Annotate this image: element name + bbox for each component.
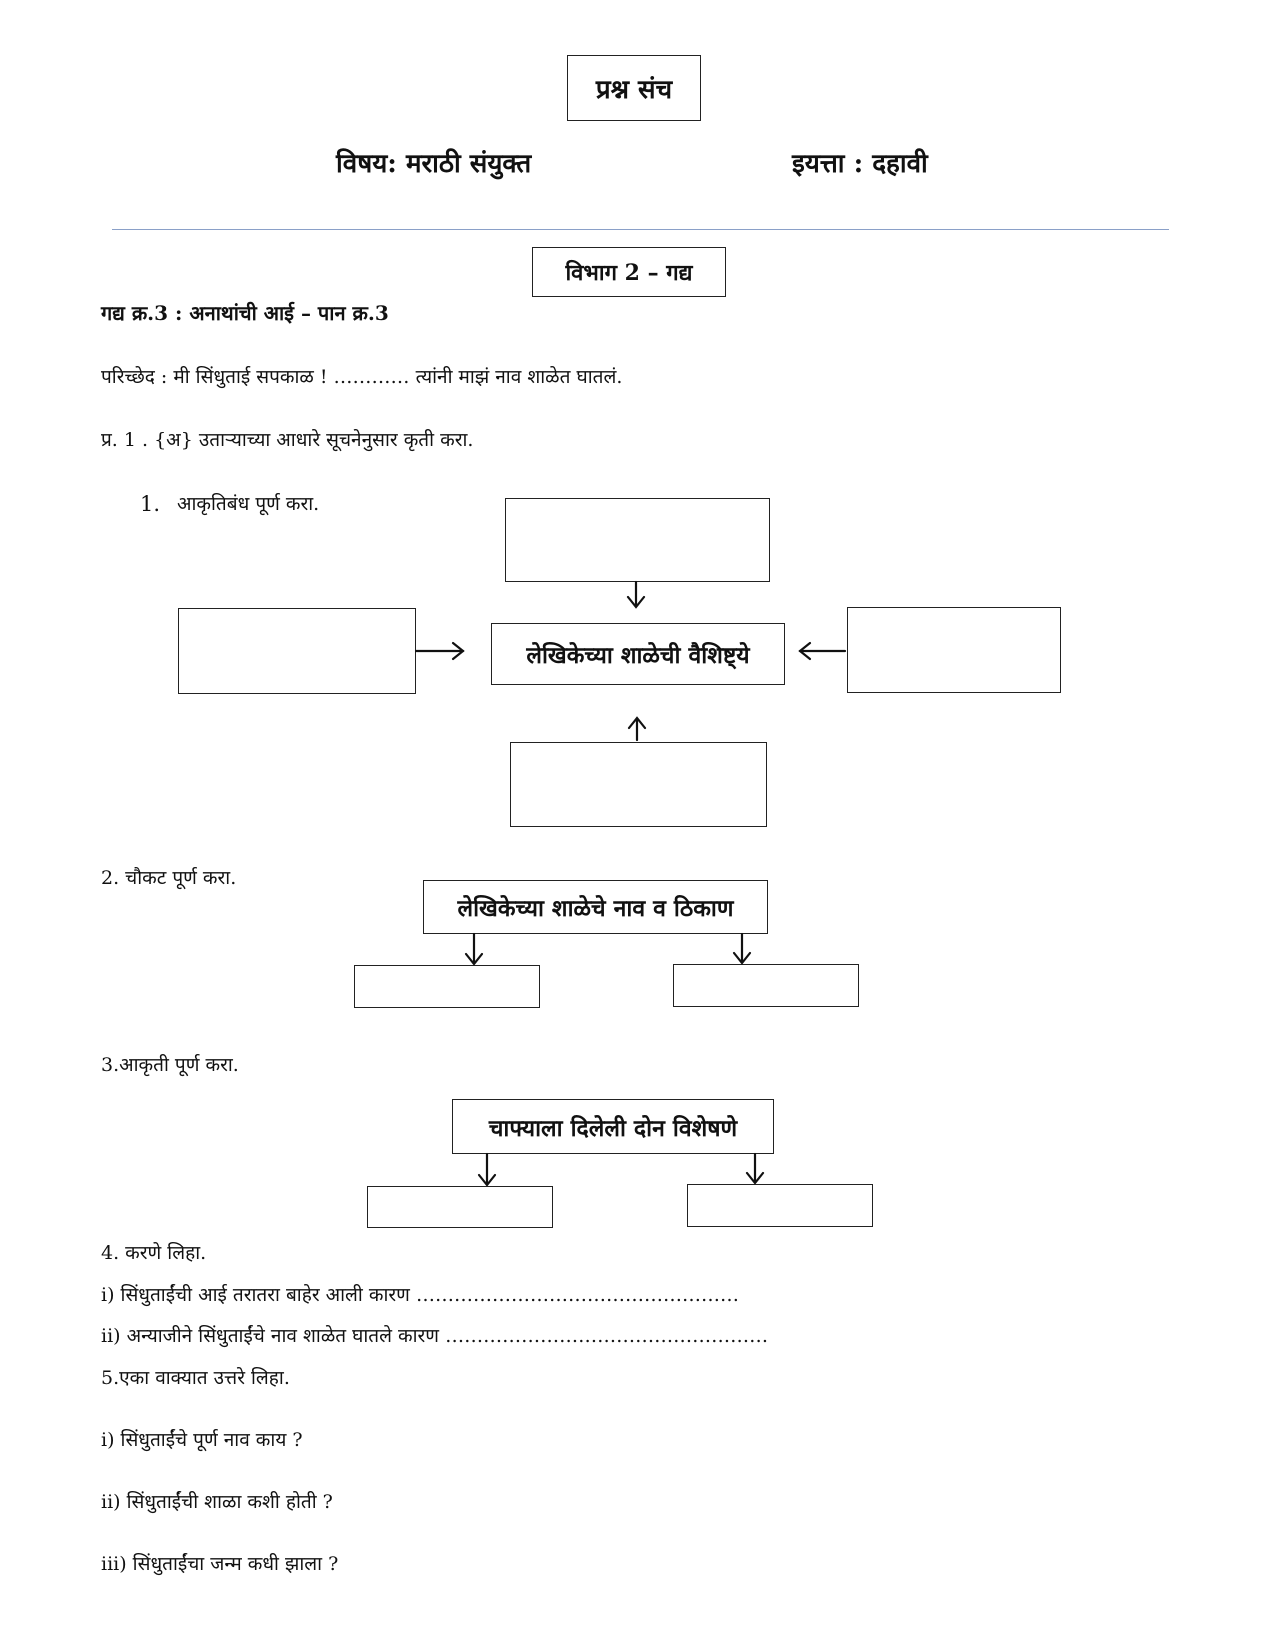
section-label: विभाग 2 – गद्य — [565, 260, 693, 286]
task1-center-label: लेखिकेच्या शाळेची वैशिष्ट्ये — [526, 642, 750, 669]
arrow-down-icon — [734, 934, 750, 963]
task5-item-1: i) सिंधुताईंचे पूर्ण नाव काय ? — [101, 1429, 303, 1451]
arrow-left-icon — [800, 643, 845, 659]
task1-number: 1. — [140, 492, 161, 516]
subject-label: विषय: मराठी संयुक्त — [336, 149, 532, 179]
grade-label: इयत्ता : दहावी — [792, 149, 928, 179]
task2-instruction: 2. चौकट पूर्ण करा. — [101, 867, 237, 889]
task3-top-label: चाफ्याला दिलेली दोन विशेषणे — [488, 1114, 738, 1142]
title-box — [567, 55, 701, 121]
task5-instruction: 5.एका वाक्यात उत्तरे लिहा. — [101, 1367, 290, 1389]
task1-instruction: आकृतिबंध पूर्ण करा. — [177, 493, 320, 515]
passage-reference: परिच्छेद : मी सिंधुताई सपकाळ ! ………… त्यांनी माझं नाव शाळेत घातलं. — [101, 366, 623, 388]
arrow-down-icon — [628, 582, 644, 607]
task2-top-box — [423, 880, 768, 934]
arrow-up-icon — [629, 718, 645, 740]
arrow-down-icon — [466, 934, 482, 964]
arrow-down-icon — [479, 1154, 495, 1185]
section-box — [532, 247, 726, 297]
arrow-right-icon — [416, 643, 463, 659]
task1-answer-box-top[interactable] — [505, 498, 770, 582]
task1-answer-box-right[interactable] — [847, 607, 1061, 693]
task5-item-2: ii) सिंधुताईंची शाळा कशी होती ? — [101, 1491, 333, 1513]
task1-answer-box-bottom[interactable] — [510, 742, 767, 827]
task2-answer-box-right[interactable] — [673, 964, 859, 1007]
task3-answer-box-left[interactable] — [367, 1186, 553, 1228]
task1-answer-box-left[interactable] — [178, 608, 416, 694]
task4-item-2: ii) अन्याजीने सिंधुताईंचे नाव शाळेत घातले कारण …………………………………………… — [101, 1325, 769, 1347]
task4-instruction: 4. करणे लिहा. — [101, 1242, 207, 1264]
page-title: प्रश्न संच — [595, 75, 673, 105]
task2-top-label: लेखिकेच्या शाळेचे नाव व ठिकाण — [457, 895, 734, 922]
task4-item-1: i) सिंधुताईंची आई तरातरा बाहेर आली कारण …………………………………………… — [101, 1284, 739, 1306]
arrow-down-icon — [747, 1154, 763, 1183]
task3-instruction: 3.आकृती पूर्ण करा. — [101, 1054, 239, 1076]
task5-item-3: iii) सिंधुताईंचा जन्म कधी झाला ? — [101, 1553, 339, 1575]
task1-center-box — [491, 623, 785, 685]
lesson-heading: गद्य क्र.3 : अनाथांची आई – पान क्र.3 — [101, 301, 389, 325]
task3-answer-box-right[interactable] — [687, 1184, 873, 1227]
question-heading: प्र. 1 . {अ} उताऱ्याच्या आधारे सूचनेनुसार कृती करा. — [101, 429, 474, 451]
task3-top-box — [452, 1099, 774, 1154]
header-divider — [112, 229, 1169, 230]
task2-answer-box-left[interactable] — [354, 965, 540, 1008]
